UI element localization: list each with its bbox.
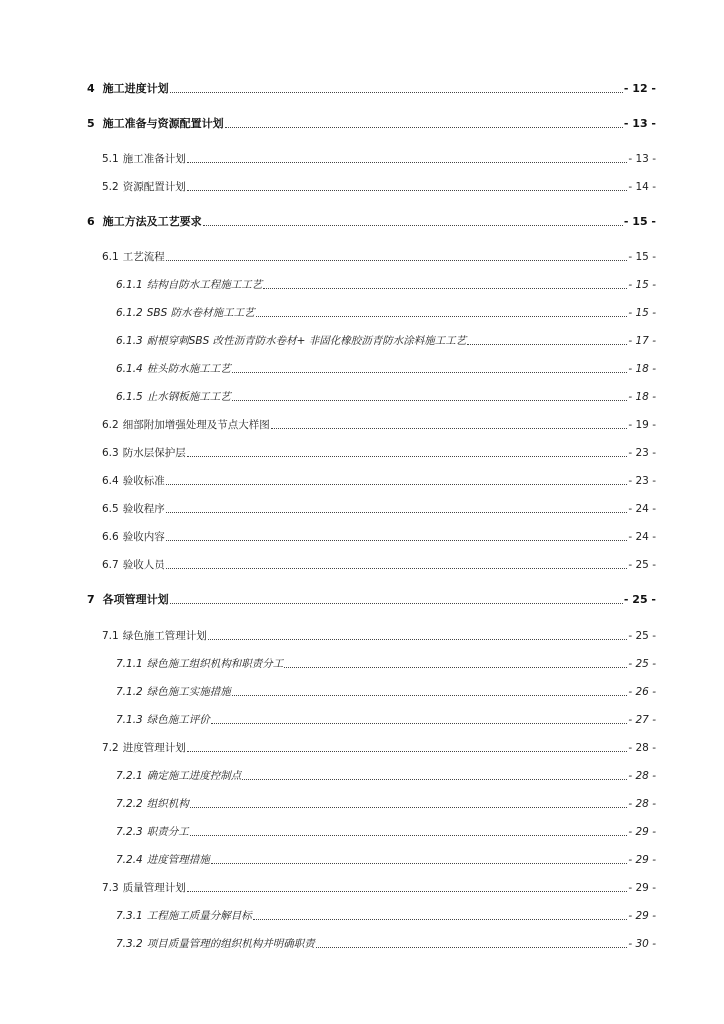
toc-entry-number: 7.1.2 — [116, 686, 143, 698]
toc-entry-title: 工艺流程 — [122, 251, 165, 263]
toc-entry-5-1[interactable] — [0, 150, 724, 166]
toc-entry-title: 职责分工 — [146, 826, 189, 838]
toc-entry-page: - 13 - — [623, 117, 656, 130]
toc-dot-leader — [242, 778, 627, 780]
toc-dot-leader — [166, 259, 628, 261]
toc-dot-leader — [170, 91, 623, 93]
toc-entry-title: 止水钢板施工工艺 — [146, 391, 231, 403]
toc-entry-title: 项目质量管理的组织机构并明确职责 — [146, 938, 315, 950]
toc-entry-title: 进度管理计划 — [122, 742, 186, 754]
toc-entry-page: - 18 - — [628, 363, 656, 375]
toc-entry-number: 6.1.1 — [116, 279, 143, 291]
toc-entry-page: - 29 - — [628, 826, 656, 838]
toc-entry-title: 细部附加增强处理及节点大样图 — [122, 419, 270, 431]
toc-entry-6-4[interactable] — [0, 472, 724, 488]
toc-entry-page: - 25 - — [628, 658, 656, 670]
toc-dot-leader — [284, 666, 627, 668]
toc-entry-6-2[interactable] — [0, 416, 724, 432]
toc-entry-number: 7.2.4 — [116, 854, 143, 866]
toc-entry-7-1-1[interactable] — [0, 655, 724, 671]
toc-entry-page: - 15 - — [628, 307, 656, 319]
toc-dot-leader — [187, 455, 628, 457]
toc-entry-number: 6.4 — [102, 475, 119, 487]
toc-entry-6[interactable] — [0, 213, 724, 229]
toc-dot-leader — [203, 224, 623, 226]
toc-dot-leader — [232, 371, 628, 373]
toc-entry-page: - 23 - — [628, 475, 656, 487]
toc-entry-page: - 13 - — [628, 153, 656, 165]
toc-entry-number: 7.1 — [102, 630, 119, 642]
toc-entry-title: 施工方法及工艺要求 — [102, 215, 202, 228]
toc-entry-5[interactable] — [0, 115, 724, 131]
toc-dot-leader — [232, 399, 628, 401]
toc-entry-page: - 23 - — [628, 447, 656, 459]
toc-dot-leader — [170, 602, 623, 604]
toc-dot-leader — [316, 946, 628, 948]
toc-entry-6-1-2[interactable] — [0, 304, 724, 320]
toc-entry-number: 7.2.2 — [116, 798, 143, 810]
toc-entry-title: 验收程序 — [122, 503, 165, 515]
toc-entry-page: - 17 - — [628, 335, 656, 347]
toc-entry-title: 验收内容 — [122, 531, 165, 543]
toc-dot-leader — [253, 918, 628, 920]
toc-entry-title: 耐根穿刺SBS 改性沥青防水卷材+ 非固化橡胶沥青防水涂料施工工艺 — [146, 335, 467, 347]
toc-entry-number: 6 — [87, 215, 95, 228]
toc-entry-7-2-3[interactable] — [0, 823, 724, 839]
toc-entry-title: 组织机构 — [146, 798, 189, 810]
toc-entry-page: - 30 - — [628, 938, 656, 950]
toc-entry-title: 验收标准 — [122, 475, 165, 487]
toc-entry-title: 绿色施工实施措施 — [146, 686, 231, 698]
toc-entry-6-5[interactable] — [0, 500, 724, 516]
toc-entry-title: SBS 防水卷材施工工艺 — [146, 307, 255, 319]
toc-dot-leader — [166, 483, 628, 485]
toc-entry-number: 7.2.3 — [116, 826, 143, 838]
toc-entry-7-3-2[interactable] — [0, 935, 724, 951]
toc-entry-7-1-2[interactable] — [0, 683, 724, 699]
toc-entry-page: - 15 - — [628, 279, 656, 291]
toc-entry-page: - 15 - — [623, 215, 656, 228]
toc-dot-leader — [467, 343, 627, 345]
toc-entry-page: - 25 - — [628, 630, 656, 642]
toc-entry-number: 6.6 — [102, 531, 119, 543]
toc-entry-7-3[interactable] — [0, 879, 724, 895]
toc-entry-page: - 18 - — [628, 391, 656, 403]
toc-entry-7-1[interactable] — [0, 627, 724, 643]
toc-entry-page: - 29 - — [628, 854, 656, 866]
toc-entry-6-1-1[interactable] — [0, 276, 724, 292]
toc-entry-title: 工程施工质量分解目标 — [146, 910, 252, 922]
toc-dot-leader — [187, 189, 628, 191]
toc-entry-title: 施工进度计划 — [102, 82, 169, 95]
toc-entry-number: 6.7 — [102, 559, 119, 571]
toc-entry-title: 绿色施工评价 — [146, 714, 210, 726]
toc-entry-number: 7.3 — [102, 882, 119, 894]
toc-dot-leader — [225, 126, 623, 128]
toc-entry-title: 施工准备计划 — [122, 153, 186, 165]
toc-entry-number: 4 — [87, 82, 95, 95]
toc-entry-5-2[interactable] — [0, 178, 724, 194]
toc-entry-title: 确定施工进度控制点 — [146, 770, 242, 782]
toc-dot-leader — [256, 315, 628, 317]
toc-entry-page: - 24 - — [628, 503, 656, 515]
toc-entry-6-3[interactable] — [0, 444, 724, 460]
toc-entry-number: 7.1.3 — [116, 714, 143, 726]
toc-entry-title: 绿色施工管理计划 — [122, 630, 207, 642]
toc-entry-6-7[interactable] — [0, 556, 724, 572]
toc-entry-number: 5 — [87, 117, 95, 130]
toc-entry-number: 6.1.4 — [116, 363, 143, 375]
toc-entry-number: 6.1.5 — [116, 391, 143, 403]
toc-entry-page: - 27 - — [628, 714, 656, 726]
toc-entry-4[interactable] — [0, 80, 724, 96]
toc-entry-7-3-1[interactable] — [0, 907, 724, 923]
toc-entry-7-2-1[interactable] — [0, 767, 724, 783]
toc-dot-leader — [187, 750, 628, 752]
toc-dot-leader — [211, 722, 628, 724]
toc-entry-title: 验收人员 — [122, 559, 165, 571]
toc-entry-number: 7.1.1 — [116, 658, 143, 670]
toc-entry-6-1-5[interactable] — [0, 388, 724, 404]
toc-entry-page: - 26 - — [628, 686, 656, 698]
toc-entry-title: 桩头防水施工工艺 — [146, 363, 231, 375]
toc-dot-leader — [187, 161, 628, 163]
toc-dot-leader — [187, 890, 628, 892]
toc-dot-leader — [271, 427, 628, 429]
toc-entry-number: 5.1 — [102, 153, 119, 165]
toc-entry-number: 7.3.2 — [116, 938, 143, 950]
toc-entry-page: - 29 - — [628, 882, 656, 894]
toc-entry-page: - 28 - — [628, 798, 656, 810]
toc-entry-7-2-2[interactable] — [0, 795, 724, 811]
toc-entry-title: 资源配置计划 — [122, 181, 186, 193]
toc-dot-leader — [263, 287, 627, 289]
toc-entry-title: 进度管理措施 — [146, 854, 210, 866]
toc-dot-leader — [232, 694, 628, 696]
toc-entry-title: 防水层保护层 — [122, 447, 186, 459]
toc-entry-number: 6.3 — [102, 447, 119, 459]
toc-entry-title: 施工准备与资源配置计划 — [102, 117, 224, 130]
toc-entry-7-1-3[interactable] — [0, 711, 724, 727]
toc-entry-number: 6.2 — [102, 419, 119, 431]
toc-entry-title: 结构自防水工程施工工艺 — [146, 279, 263, 291]
toc-entry-number: 5.2 — [102, 181, 119, 193]
toc-entry-6-1-4[interactable] — [0, 360, 724, 376]
toc-dot-leader — [208, 638, 628, 640]
toc-entry-title: 质量管理计划 — [122, 882, 186, 894]
toc-entry-6-1[interactable] — [0, 248, 724, 264]
toc-entry-6-1-3[interactable] — [0, 332, 724, 348]
toc-entry-page: - 28 - — [628, 770, 656, 782]
toc-entry-number: 6.1 — [102, 251, 119, 263]
toc-entry-page: - 29 - — [628, 910, 656, 922]
toc-entry-7-2[interactable] — [0, 739, 724, 755]
toc-entry-7[interactable] — [0, 591, 724, 607]
toc-entry-title: 各项管理计划 — [102, 593, 169, 606]
toc-dot-leader — [190, 834, 628, 836]
toc-dot-leader — [166, 511, 628, 513]
toc-entry-title: 绿色施工组织机构和职责分工 — [146, 658, 284, 670]
toc-entry-page: - 12 - — [623, 82, 656, 95]
toc-entry-number: 6.5 — [102, 503, 119, 515]
toc-entry-number: 7.3.1 — [116, 910, 143, 922]
toc-entry-number: 7 — [87, 593, 95, 606]
toc-dot-leader — [166, 567, 628, 569]
toc-entry-page: - 15 - — [628, 251, 656, 263]
toc-entry-number: 7.2 — [102, 742, 119, 754]
toc-entry-7-2-4[interactable] — [0, 851, 724, 867]
toc-entry-page: - 14 - — [628, 181, 656, 193]
toc-entry-number: 6.1.2 — [116, 307, 143, 319]
toc-entry-page: - 25 - — [628, 559, 656, 571]
toc-entry-number: 6.1.3 — [116, 335, 143, 347]
toc-entry-page: - 25 - — [623, 593, 656, 606]
toc-dot-leader — [190, 806, 628, 808]
toc-dot-leader — [166, 539, 628, 541]
toc-entry-6-6[interactable] — [0, 528, 724, 544]
toc-entry-page: - 24 - — [628, 531, 656, 543]
toc-dot-leader — [211, 862, 628, 864]
toc-entry-page: - 19 - — [628, 419, 656, 431]
toc-entry-page: - 28 - — [628, 742, 656, 754]
toc-entry-number: 7.2.1 — [116, 770, 143, 782]
